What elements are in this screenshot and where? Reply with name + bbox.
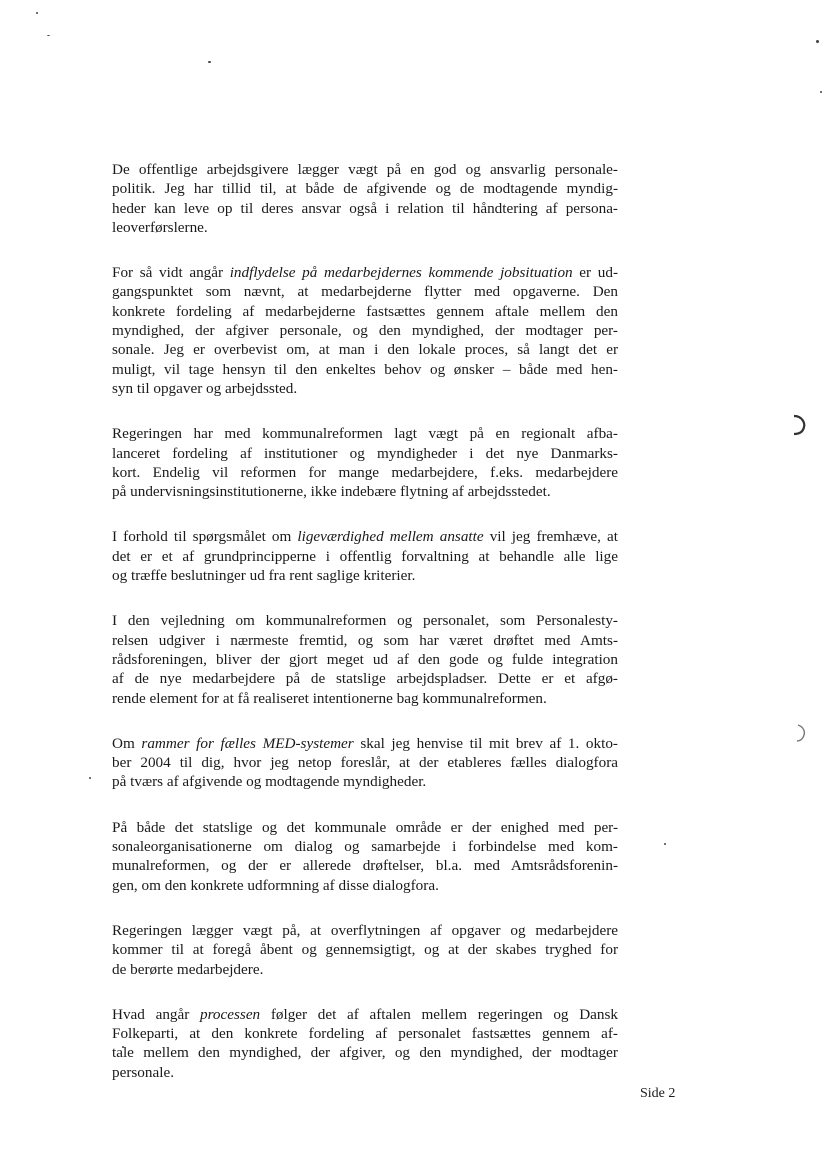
text-segment: I forhold til spørgsmålet om: [112, 528, 298, 546]
text-line: [112, 1024, 618, 1043]
scan-speck: [47, 35, 50, 36]
text-line: [112, 527, 618, 546]
scan-speck: [208, 61, 211, 63]
text-line: [112, 302, 618, 321]
text-segment: ber 2004 til dig, hvor jeg netop foreslår, at der etableres fælles dialogfora: [112, 754, 618, 772]
text-line: [112, 340, 618, 359]
punch-hole-mark: [792, 722, 810, 744]
text-segment: Om: [112, 734, 142, 752]
scan-speck: [36, 12, 38, 14]
text-segment: kommer til at foregå åbent og gennemsigtigt, og at der skabes tryghed for: [112, 941, 618, 959]
text-segment: sonaleorganisationerne om dialog og samarbejde i forbindelse med kom-: [112, 838, 618, 856]
body-paragraph: [112, 734, 618, 792]
text-segment: relsen udgiver i nærmeste fremtid, og som har været drøftet med Amts-: [112, 631, 618, 649]
text-segment: af de nye medarbejdere på de statslige arbejdspladser. Dette er et afgø-: [112, 670, 618, 688]
text-line: [112, 856, 618, 875]
body-paragraph: [112, 818, 618, 895]
text-segment: muligt, vil tage hensyn til den enkeltes behov og ønsker – både med hen-: [112, 360, 618, 378]
body-paragraph: [112, 527, 618, 585]
text-segment: heder kan leve op til deres ansvar også i relation til håndtering af persona-: [112, 199, 618, 217]
emphasized-phrase: rammer for fælles MED-systemer: [141, 734, 354, 752]
text-line: [112, 263, 618, 282]
text-line: [112, 179, 618, 198]
text-line: [112, 818, 618, 837]
text-line: [112, 160, 618, 179]
text-line: [112, 689, 618, 708]
text-segment: personale.: [112, 1063, 174, 1081]
text-segment: På både det statslige og det kommunale område er der enighed med per-: [112, 818, 618, 836]
body-paragraph: [112, 160, 618, 237]
text-segment: munalreformen, og der er allerede drøftelser, bl.a. med Amtsrådsforenin-: [112, 857, 618, 875]
text-segment: lanceret fordeling af institutioner og myndigheder i det nye Danmarks-: [112, 444, 618, 462]
text-line: [112, 379, 618, 398]
text-segment: For så vidt angår: [112, 264, 230, 282]
text-line: [112, 321, 618, 340]
text-line: [112, 650, 618, 669]
text-line: [112, 1063, 618, 1082]
body-paragraph: [112, 921, 618, 979]
text-segment: Folkeparti, at den konkrete fordeling af personalet fastsættes gennem af-: [112, 1025, 618, 1043]
text-line: [112, 463, 618, 482]
text-segment: er ud-: [572, 264, 618, 282]
text-line: [112, 547, 618, 566]
text-segment: I den vejledning om kommunalreformen og personalet, som Personalesty-: [112, 612, 618, 630]
text-line: [112, 921, 618, 940]
text-line: [112, 360, 618, 379]
punch-hole-mark: [790, 414, 808, 436]
text-segment: syn til opgaver og arbejdssted.: [112, 379, 298, 397]
text-line: [112, 631, 618, 650]
text-line: [112, 482, 618, 501]
text-line: [112, 424, 618, 443]
text-segment: tale mellem den myndighed, der afgiver, og den myndighed, der modtager: [112, 1044, 618, 1062]
emphasized-phrase: indflydelse på medarbejdernes kommende jobsituation: [229, 264, 573, 282]
text-segment: rende element for at få realiseret intentionerne bag kommunalreformen.: [112, 689, 547, 707]
text-line: [112, 669, 618, 688]
text-segment: politik. Jeg har tillid til, at både de afgivende og de modtagende myndig-: [112, 180, 618, 198]
text-segment: rådsforeningen, bliver der gjort meget ud af den gode og fulde integration: [112, 650, 618, 668]
body-paragraph: [112, 424, 618, 501]
text-line: [112, 611, 618, 630]
text-segment: på tværs af afgivende og modtagende myndigheder.: [112, 773, 427, 791]
text-line: [112, 960, 618, 979]
text-segment: Regeringen har med kommunalreformen lagt vægt på en regionalt afba-: [112, 425, 618, 443]
text-segment: Regeringen lægger vægt på, at overflytningen af opgaver og medarbejdere: [112, 921, 618, 939]
text-segment: følger det af aftalen mellem regeringen og Dansk: [260, 1005, 618, 1023]
text-segment: sonale. Jeg er overbevist om, at man i den lokale proces, så langt det er: [112, 341, 618, 359]
text-line: [112, 282, 618, 301]
text-segment: konkrete fordeling af medarbejderne fastsættes gennem aftale mellem den: [112, 302, 618, 320]
text-line: [112, 876, 618, 895]
page-number: Side 2: [640, 1086, 676, 1101]
text-line: [112, 444, 618, 463]
text-segment: kort. Endelig vil reformen for mange medarbejdere, f.eks. medarbejdere: [112, 463, 618, 481]
body-paragraph: [112, 1005, 618, 1082]
scan-speck: [820, 91, 822, 93]
emphasized-phrase: ligeværdighed mellem ansatte: [297, 528, 484, 546]
letter-body: [112, 160, 618, 1108]
text-segment: De offentlige arbejdsgivere lægger vægt på en god og ansvarlig personale-: [112, 161, 618, 178]
text-segment: vil jeg fremhæve, at: [483, 528, 619, 546]
text-segment: på undervisningsinstitutionerne, ikke indebære flytning af arbejdsstedet.: [112, 483, 551, 501]
text-line: [112, 940, 618, 959]
text-line: [112, 1043, 618, 1062]
text-segment: det er et af grundprincipperne i offentlig forvaltning at behandle alle lige: [112, 547, 618, 565]
text-segment: Hvad angår: [112, 1005, 200, 1023]
body-paragraph: [112, 611, 618, 707]
text-line: [112, 734, 618, 753]
text-segment: myndighed, der afgiver personale, og den myndighed, der modtager per-: [112, 322, 618, 340]
text-segment: leoverførslerne.: [112, 218, 208, 236]
text-line: [112, 218, 618, 237]
text-line: [112, 837, 618, 856]
text-line: [112, 566, 618, 585]
text-segment: og træffe beslutninger ud fra rent saglige kriterier.: [112, 567, 416, 585]
text-line: [112, 1005, 618, 1024]
text-line: [112, 199, 618, 218]
text-segment: skal jeg henvise til mit brev af 1. okto-: [353, 734, 618, 752]
emphasized-phrase: processen: [199, 1005, 261, 1023]
text-segment: gen, om den konkrete udformning af disse dialogfora.: [112, 876, 439, 894]
scan-speck: [664, 843, 666, 845]
text-line: [112, 772, 618, 791]
scan-speck: [89, 777, 91, 779]
body-paragraph: [112, 263, 618, 398]
text-line: [112, 753, 618, 772]
text-segment: de berørte medarbejdere.: [112, 960, 264, 978]
text-segment: gangspunktet som nævnt, at medarbejderne flytter med opgaverne. Den: [112, 283, 618, 301]
scan-speck: [816, 40, 819, 43]
